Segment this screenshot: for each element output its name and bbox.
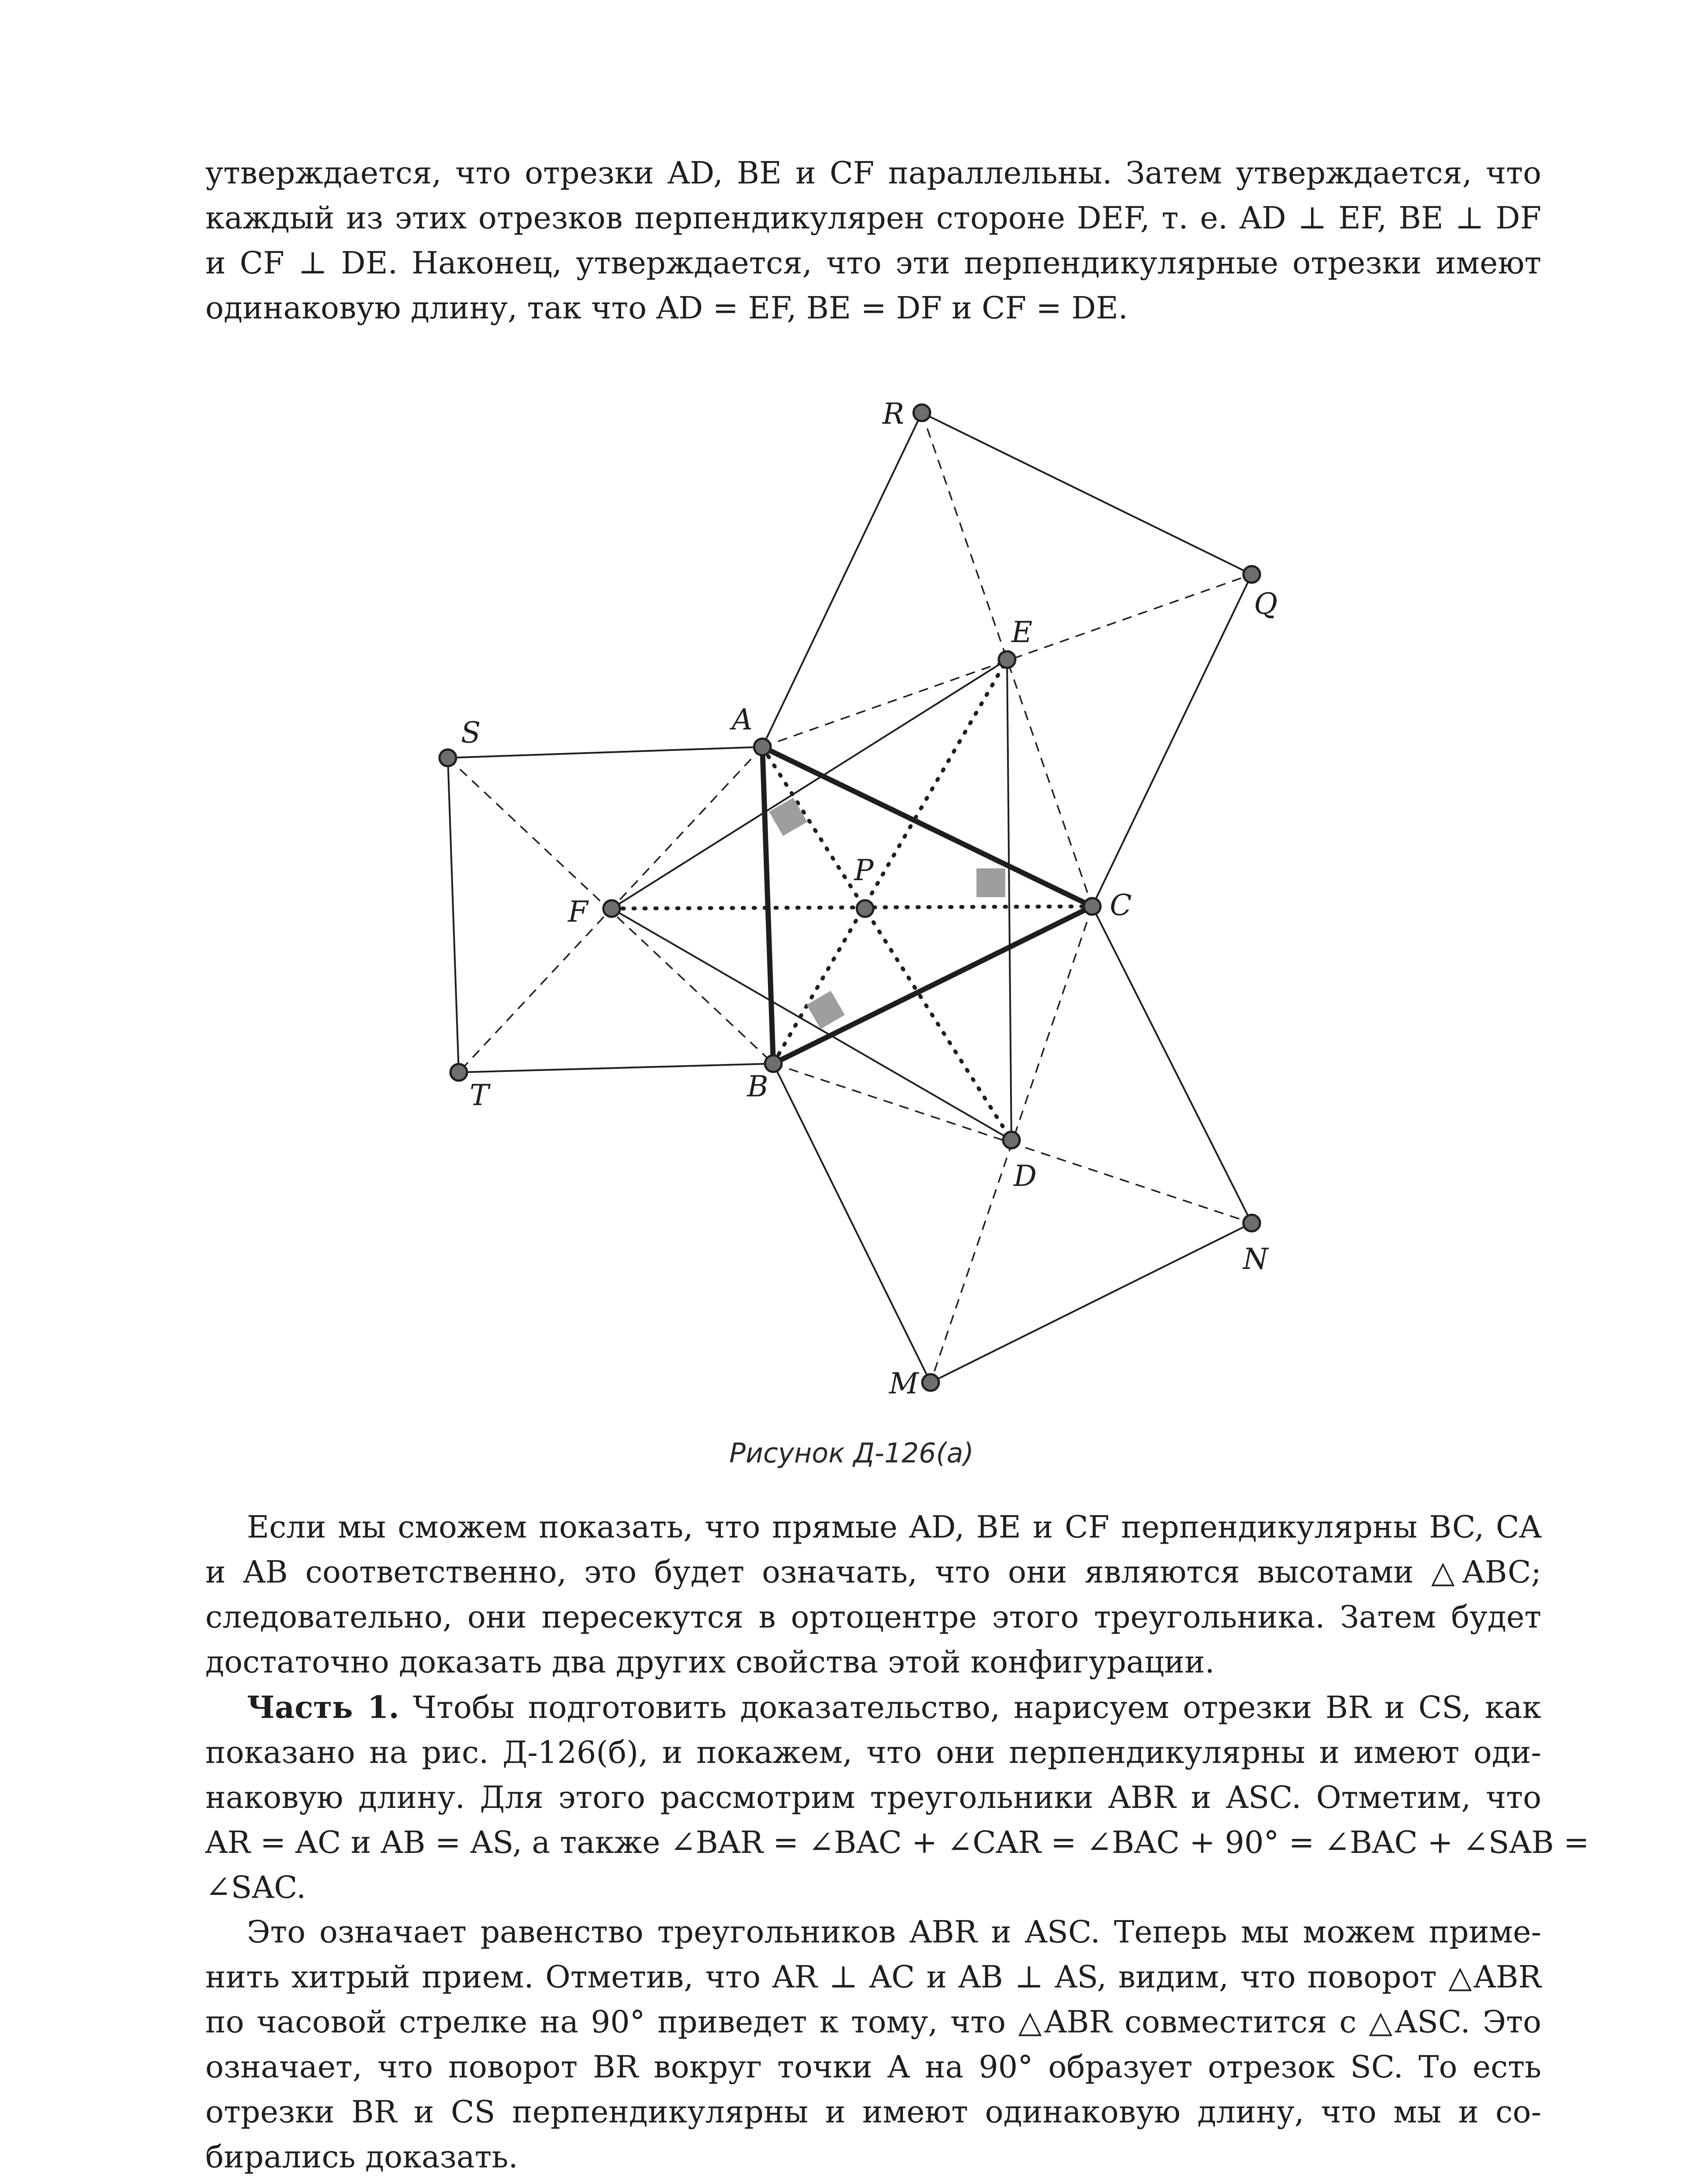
paragraph-2	[205, 1685, 1589, 1910]
label-n: N	[1243, 1242, 1268, 1276]
right-angle-marker	[976, 868, 1005, 897]
text-line: AR = AC и AB = AS, а также ∠BAR = ∠BAC + ∠CAR = ∠BAC + 90° = ∠BAC + ∠SAB =	[205, 1825, 1589, 1860]
point-t	[450, 1064, 467, 1081]
label-e: E	[1011, 615, 1033, 649]
segment-ar	[762, 413, 922, 747]
text-line: каждый из этих отрезков перпендикулярен стороне DEF, т. е. AD ⊥ EF, BE ⊥ DF	[205, 200, 1541, 236]
segment-sa	[448, 747, 762, 758]
point-n	[1243, 1215, 1260, 1231]
label-a: A	[732, 703, 753, 736]
paragraph-3	[205, 1910, 1541, 2180]
point-d	[1003, 1132, 1020, 1148]
segment-cn	[1092, 906, 1252, 1223]
text-line: отрезки BR и CS перпендикулярны и имеют одинаковую длину, что мы и со-	[205, 2094, 1541, 2130]
dotted-b-e	[773, 660, 1007, 1064]
segment-mb	[773, 1064, 931, 1382]
point-f	[603, 900, 620, 917]
segment-tb	[459, 1064, 773, 1072]
segment-qc	[1092, 574, 1252, 906]
segment-nm	[931, 1223, 1252, 1382]
text-line: бирались доказать.	[205, 2139, 518, 2175]
label-r: R	[883, 397, 904, 431]
point-r	[914, 404, 930, 421]
label-d: D	[1014, 1159, 1037, 1193]
text-line: нить хитрый прием. Отметив, что AR ⊥ AC и AB ⊥ AS, видим, что поворот △ABR	[205, 1959, 1541, 1995]
text-line: ∠SAC.	[205, 1870, 306, 1905]
text-line: достаточно доказать два других свойства этой конфигурации.	[205, 1644, 1215, 1680]
triangle-abc	[762, 747, 1092, 1064]
text-line-rest: Чтобы подготовить доказательство, нарисуем отрезки BR и CS, как	[399, 1690, 1541, 1725]
segment-st	[448, 758, 459, 1072]
point-c	[1084, 898, 1101, 915]
label-q: Q	[1254, 587, 1278, 621]
text-line: утверждается, что отрезки AD, BE и CF параллельны. Затем утверждается, что	[205, 155, 1541, 191]
text-line: по часовой стрелке на 90° приведет к тому, что △ABR совместится с △ASC. Это	[205, 2004, 1541, 2040]
segment-rq	[922, 413, 1252, 574]
text-line	[205, 1685, 1541, 1730]
text-line: означает, что поворот BR вокруг точки A на 90° образует отрезок SC. То есть	[205, 2049, 1541, 2085]
dotted-f-c	[612, 906, 1092, 909]
segment-ed	[1007, 660, 1011, 1140]
paragraph-1	[205, 1505, 1541, 1685]
part-heading: Часть 1.	[247, 1689, 399, 1725]
label-f: F	[568, 895, 588, 929]
label-c: C	[1110, 888, 1132, 922]
text-line: наковую длину. Для этого рассмотрим треугольники ABR и ASC. Отметим, что	[205, 1780, 1541, 1815]
segment-fe	[612, 660, 1007, 909]
segment-df	[612, 909, 1011, 1140]
point-m	[922, 1374, 939, 1391]
text-line: Если мы сможем показать, что прямые AD, BE и CF перпендикулярны BC, CA	[247, 1509, 1541, 1545]
label-s: S	[461, 716, 481, 750]
text-line: следовательно, они пересекутся в ортоцентре этого треугольника. Затем будет	[205, 1599, 1541, 1635]
figure-caption: Рисунок Д-126(а)	[729, 1437, 974, 1469]
text-line: показано на рис. Д-126(б), и покажем, что они перпендикулярны и имеют оди-	[205, 1735, 1541, 1770]
text-line: и AB соответственно, это будет означать, что они являются высотами △ABC;	[205, 1554, 1541, 1590]
point-q	[1243, 566, 1260, 583]
text-line: одинаковую длину, так что AD = EF, BE = DF и CF = DE.	[205, 290, 1128, 326]
label-t: T	[470, 1078, 489, 1112]
label-p: P	[854, 854, 874, 887]
text-line: и CF ⊥ DE. Наконец, утверждается, что эти перпендикулярные отрезки имеют	[205, 245, 1541, 281]
point-a	[754, 739, 771, 755]
label-m: M	[889, 1367, 919, 1400]
right-angle-marker	[769, 798, 807, 836]
label-b: B	[747, 1070, 768, 1103]
text-line: Это означает равенство треугольников ABR и ASC. Теперь мы можем приме-	[247, 1914, 1541, 1950]
point-p	[857, 900, 873, 917]
point-e	[999, 651, 1015, 668]
point-s	[440, 750, 456, 766]
